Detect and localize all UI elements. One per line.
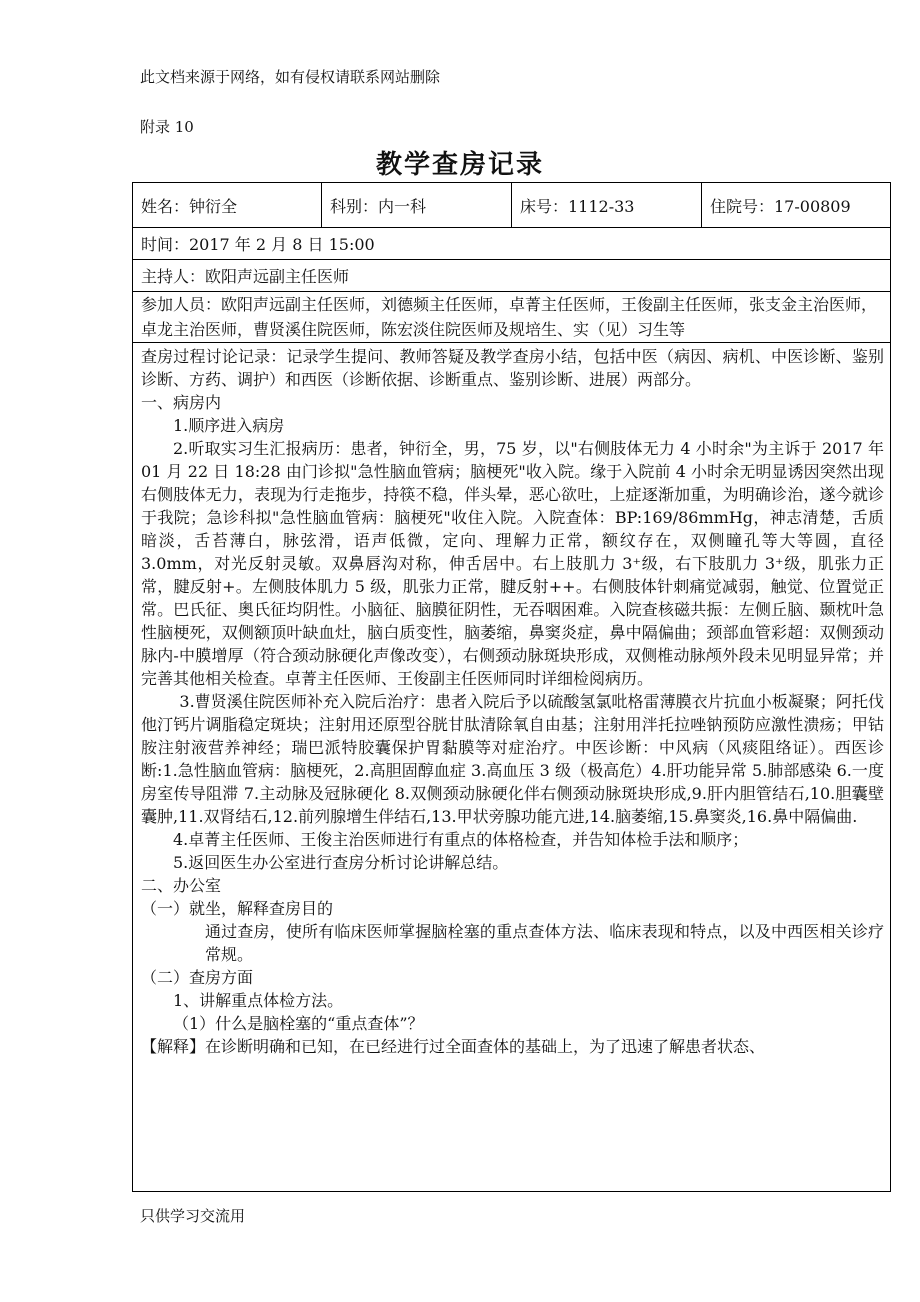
ward-step-3: 3.曹贤溪住院医师补充入院后治疗：患者入院后予以硫酸氢氯吡格雷薄膜衣片抗血小板凝聚；阿托伐他汀钙片调脂稳定斑块；注射用还原型谷胱甘肽清除氧自由基；注射用泮托拉唑钠预防应激性溃疡；甲钴胺注射液营养神经；瑞巴派特胶囊保护胃黏膜等对症治疗。中医诊断：中风病（风痰阻络证）。西医诊断:1.急性脑血管病：脑梗死，2.高胆固醇血症 3.高血压 3 级（极高危）4.肝功能异常 5.肺部感染 6.一度房室传导阻滞 7.主动脉及冠脉硬化 8.双侧颈动脉硬化伴右侧颈动脉斑块形成,9.肝内胆管结石,10.胆囊壁囊肿,11.双肾结石,12.前列腺增生伴结石,13.甲状旁腺功能亢进,14.脑萎缩,15.鼻窦炎,16.鼻中隔偏曲. xyxy=(141,692,884,826)
section-office-heading: 二、办公室 xyxy=(141,876,222,895)
department: 科别：内一科 xyxy=(322,183,512,228)
participants-row xyxy=(133,292,891,343)
record-table xyxy=(132,182,891,1192)
office-sub-1: （一）就坐，解释查房目的 xyxy=(141,899,334,918)
footer-note: 只供学习交流用 xyxy=(140,1207,246,1225)
office-answer-1: 【解释】在诊断明确和已知，在已经进行过全面查体的基础上，为了迅速了解患者状态、 xyxy=(141,1037,766,1056)
discussion-record xyxy=(133,343,891,1192)
office-sub-2: （二）查房方面 xyxy=(141,968,254,987)
section-ward-heading: 一、病房内 xyxy=(141,393,222,412)
host: 主持人：欧阳声远副主任医师 xyxy=(133,260,891,292)
round-time: 时间：2017 年 2 月 8 日 15:00 xyxy=(133,228,891,260)
patient-name: 姓名：钟衍全 xyxy=(133,183,322,228)
bed-number: 床号：1112-33 xyxy=(512,183,702,228)
patient-info-row xyxy=(133,183,891,228)
office-question-1: （1）什么是脑栓塞的“重点查体”？ xyxy=(173,1014,424,1033)
discussion-row xyxy=(133,343,891,1192)
appendix-label: 附录 10 xyxy=(140,118,194,136)
ward-step-2: 2.听取实习生汇报病历：患者，钟衍全，男，75 岁，以"右侧肢体无力 4 小时余"为主诉于 2017 年 01 月 22 日 18:28 由门诊拟"急性脑血管病；脑梗死"收入院。缘于入院前 4 小时余无明显诱因突然出现右侧肢体无力，表现为行走拖步，持筷不稳，伴头晕，恶心欲吐，上症逐渐加重，为明确诊治，遂今就诊于我院；急诊科拟"急性脑血管病：脑梗死"收住入院。入院查体：BP:169/86mmHg，神志清楚，舌质暗淡，舌苔薄白，脉弦滑，语声低微，定向、理解力正常，额纹存在，双侧瞳孔等大等圆，直径 3.0mm，对光反射灵敏。双鼻唇沟对称，伸舌居中。右上肢肌力 3⁺级，右下肢肌力 3⁺级，肌张力正常，腱反射+。左侧肢体肌力 5 级，肌张力正常，腱反射++。右侧肢体针刺痛觉减弱，触觉、位置觉正常。巴氏征、奥氏征均阴性。小脑征、脑膜征阴性，无吞咽困难。入院查核磁共振：左侧丘脑、颞枕叶急性脑梗死，双侧额顶叶缺血灶，脑白质变性，脑萎缩，鼻窦炎症，鼻中隔偏曲；颈部血管彩超：双侧颈动脉内-中膜增厚（符合颈动脉硬化声像改变），右侧颈动脉斑块形成，双侧椎动脉颅外段未见明显异常；并完善其他相关检查。卓菁主任医师、王俊副主任医师同时详细检阅病历。 xyxy=(141,439,884,688)
time-row xyxy=(133,228,891,260)
source-disclaimer: 此文档来源于网络，如有侵权请联系网站删除 xyxy=(140,68,441,86)
discussion-intro: 查房过程讨论记录：记录学生提问、教师答疑及教学查房小结，包括中医（病因、病机、中医诊断、鉴别诊断、方药、调护）和西医（诊断依据、诊断重点、鉴别诊断、进展）两部分。 xyxy=(141,347,884,389)
admission-number: 住院号：17-00809 xyxy=(702,183,891,228)
page-title: 教学查房记录 xyxy=(375,150,544,180)
host-row xyxy=(133,260,891,292)
office-sub-1-text: 通过查房，使所有临床医师掌握脑栓塞的重点查体方法、临床表现和特点，以及中西医相关诊疗常规。 xyxy=(205,922,884,964)
ward-step-4: 4.卓菁主任医师、王俊主治医师进行有重点的体格检查，并告知体检手法和顺序； xyxy=(173,830,749,849)
participants: 参加人员：欧阳声远副主任医师，刘德频主任医师，卓菁主任医师，王俊副主任医师，张支金主治医师，卓龙主治医师，曹贤溪住院医师，陈宏淡住院医师及规培生、实（见）习生等 xyxy=(133,292,891,343)
ward-step-1: 1.顺序进入病房 xyxy=(173,416,285,435)
office-sub-2-item-1: 1、讲解重点体检方法。 xyxy=(173,991,344,1010)
ward-step-5: 5.返回医生办公室进行查房分析讨论讲解总结。 xyxy=(173,853,509,872)
